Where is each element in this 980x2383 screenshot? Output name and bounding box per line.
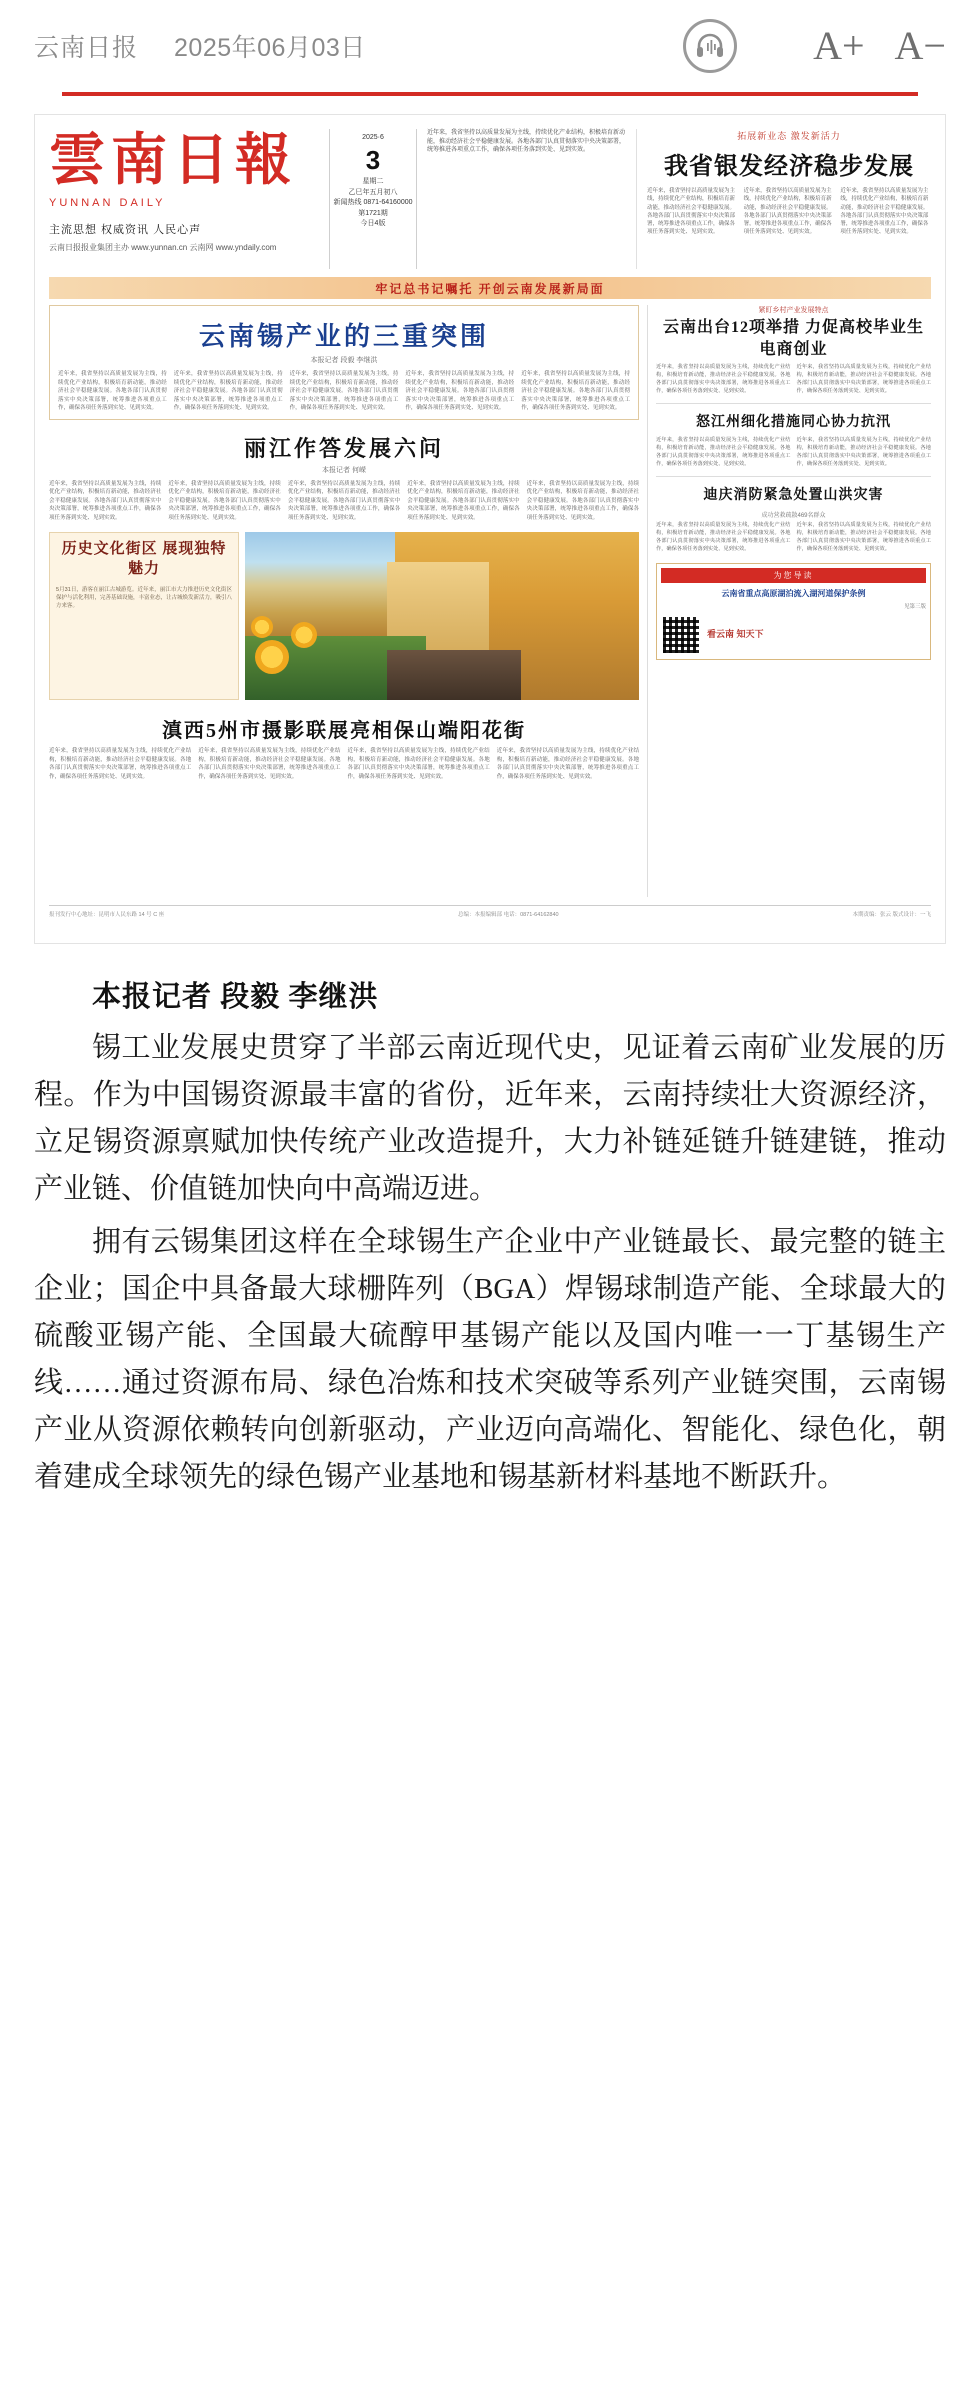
article-body [0,944,980,1547]
photo-crowd [387,650,521,700]
second-story-columns [49,480,639,523]
font-decrease-button[interactable]: A− [894,23,946,68]
second-col-2: 近年来，我省坚持以高质量发展为主线，持续优化产业结构，积极培育新动能，推动经济社会平稳健康发展。各地各部门认真贯彻落实中央决策部署，统筹推进各项重点工作，确保各项任务落到实处、见到实效。 [168,480,281,521]
photo-caption-desc: 5月31日，游客在丽江古城游览。近年来，丽江市大力推进历史文化街区保护与活化利用，完善基础设施，丰富业态，让古城焕发新活力，吸引八方来客。 [56,586,233,610]
footer-mid: 总编：本报编辑部 电话：0871-64162840 [458,912,559,918]
photo-story[interactable] [49,532,639,700]
reading-guide-title: 为您导读 [661,568,926,583]
masthead-logo-en: YUNNAN DAILY [49,197,166,210]
masthead-slogan: 主流思想 权威资讯 人民心声 [49,224,202,237]
right-1-col-2: 近年来，我省坚持以高质量发展为主线，持续优化产业结构，积极培育新动能，推动经济社会平稳健康发展。各地各部门认真贯彻落实中央决策部署，统筹推进各项重点工作，确保各项任务落到实处、见到实效。 [796,364,931,394]
newspaper-right-column [647,305,931,897]
newspaper-left-column [49,305,639,897]
photo-sunflower-3 [251,616,273,638]
right-3-col-2: 近年来，我省坚持以高质量发展为主线，持续优化产业结构，积极培育新动能，推动经济社会平稳健康发展。各地各部门认真贯彻落实中央决策部署，统筹推进各项重点工作，确保各项任务落到实处、见到实效。 [796,522,931,552]
second-col-4: 近年来，我省坚持以高质量发展为主线，持续优化产业结构，积极培育新动能，推动经济社会平稳健康发展。各地各部门认真贯彻落实中央决策部署，统筹推进各项重点工作，确保各项任务落到实处、见到实效。 [407,480,520,521]
paper-name: 云南日报 [34,34,139,62]
bottom-col-4: 近年来，我省坚持以高质量发展为主线，持续优化产业结构，积极培育新动能，推动经济社会平稳健康发展。各地各部门认真贯彻落实中央决策部署，统筹推进各项重点工作，确保各项任务落到实处、见到实效。 [496,748,639,780]
masthead-date-lunar: 乙巳年五月初八 [348,188,398,196]
article-paragraph-1: 锡工业发展史贯穿了半部云南近现代史，见证着云南矿业发展的历程。作为中国锡资源最丰富的省份，近年来，云南持续壮大资源经济，立足锡资源禀赋加快传统产业改造提升，大力补链延链升链建链，推动产业链、价值链加快向中高端迈进。 [34,1032,946,1205]
masthead-site: 云南日报报业集团主办 www.yunnan.cn 云南网 www.yndaily.com [49,243,277,253]
footer-right: 本期责编：张云 版式设计：一飞 [852,912,931,918]
font-increase-button[interactable]: A+ [813,23,865,68]
right-divider-2 [656,476,931,477]
footer-left: 报刊发行中心地址：昆明市人民东路 14 号 C 座 [49,912,165,918]
bottom-col-1: 近年来，我省坚持以高质量发展为主线，持续优化产业结构，积极培育新动能，推动经济社会平稳健康发展。各地各部门认真贯彻落实中央决策部署，统筹推进各项重点工作，确保各项任务落到实处、见到实效。 [49,748,192,780]
newspaper-page-wrap [0,96,980,944]
top-right-headline: 我省银发经济稳步发展 [664,154,914,180]
masthead-date-week: 星期二 [362,178,384,186]
bottom-story-title: 滇西5州市摄影联展亮相保山端阳花街 [162,720,526,743]
second-col-5: 近年来，我省坚持以高质量发展为主线，持续优化产业结构，积极培育新动能，推动经济社会平稳健康发展。各地各部门认真贯彻落实中央决策部署，统筹推进各项重点工作，确保各项任务落到实处、见到实效。 [526,480,640,521]
second-story[interactable] [49,426,639,523]
bottom-col-3: 近年来，我省坚持以高质量发展为主线，持续优化产业结构，积极培育新动能，推动经济社会平稳健康发展。各地各部门认真贯彻落实中央决策部署，统筹推进各项重点工作，确保各项任务落到实处、见到实效。 [347,748,490,780]
masthead-logo [49,129,319,269]
top-right-story[interactable] [637,129,931,269]
photo-caption-title: 历史文化街区 展现独特魅力 [61,541,227,578]
masthead-issue: 第1721期 [358,209,388,217]
top-right-col-2: 近年来，我省坚持以高质量发展为主线，持续优化产业结构，积极培育新动能，推动经济社会平稳健康发展。各地各部门认真贯彻落实中央决策部署，统筹推进各项重点工作，确保各项任务落到实处、见到实效。 [743,188,832,236]
newspaper-page-image[interactable] [34,114,946,944]
reading-guide-box[interactable] [656,563,931,660]
lead-story[interactable] [49,305,639,420]
photo-sunflower-2 [291,622,317,648]
red-banner [49,277,931,299]
right-divider-1 [656,403,931,404]
lead-col-1: 近年来，我省坚持以高质量发展为主线，持续优化产业结构，积极培育新动能，推动经济社会平稳健康发展。各地各部门认真贯彻落实中央决策部署，统筹推进各项重点工作，确保各项任务落到实处、见到实效。 [58,371,167,412]
masthead-right [427,129,931,269]
right-2-col-2: 近年来，我省坚持以高质量发展为主线，持续优化产业结构，积极培育新动能，推动经济社会平稳健康发展。各地各部门认真贯彻落实中央决策部署，统筹推进各项重点工作，确保各项任务落到实处、见到实效。 [796,437,931,467]
top-right-columns [647,187,931,237]
lead-col-3: 近年来，我省坚持以高质量发展为主线，持续优化产业结构，积极培育新动能，推动经济社会平稳健康发展。各地各部门认真贯彻落实中央决策部署，统筹推进各项重点工作，确保各项任务落到实处、见到实效。 [289,371,399,412]
right-story-3-headline: 迪庆消防紧急处置山洪灾害 [703,488,884,504]
masthead-date-day: 3 [365,144,381,175]
masthead-hotline: 新闻热线 0871-64160000 [333,199,413,207]
lead-col-5: 近年来，我省坚持以高质量发展为主线，持续优化产业结构，积极培育新动能，推动经济社会平稳健康发展。各地各部门认真贯彻落实中央决策部署，统筹推进各项重点工作，确保各项任务落到实处、见到实效。 [521,371,630,412]
top-right-col-1: 近年来，我省坚持以高质量发展为主线，持续优化产业结构，积极培育新动能，推动经济社会平稳健康发展。各地各部门认真贯彻落实中央决策部署，统筹推进各项重点工作，确保各项任务落到实处、见到实效。 [647,188,736,236]
right-story-1-headline: 云南出台12项举措 力促高校毕业生电商创业 [662,319,924,358]
right-story-2-columns [656,437,931,468]
photo-sunflower-1 [255,640,289,674]
right-story-3-sub: 成功营救疏散469名群众 [761,513,826,520]
right-story-2-headline: 怒江州细化措施同心协力抗汛 [696,415,891,431]
bottom-col-2: 近年来，我省坚持以高质量发展为主线，持续优化产业结构，积极培育新动能，推动经济社会平稳健康发展。各地各部门认真贯彻落实中央决策部署，统筹推进各项重点工作，确保各项任务落到实处、见到实效。 [198,748,341,780]
lead-story-title: 云南锡产业的三重突围 [198,322,489,351]
masthead-date-year: 2025·6 [362,134,384,141]
right-3-col-1: 近年来，我省坚持以高质量发展为主线，持续优化产业结构，积极培育新动能，推动经济社会平稳健康发展。各地各部门认真贯彻落实中央决策部署，统筹推进各项重点工作，确保各项任务落到实处、见到实效。 [656,522,791,552]
bottom-story[interactable] [49,706,639,781]
article-paragraph-2: 拥有云锡集团这样在全球锡生产企业中产业链最长、最完整的链主企业；国企中具备最大球栅阵列（BGA）焊锡球制造产能、全球最大的硫酸亚锡产能、全国最大硫醇甲基锡产能以及国内唯一一丁基锡生产线……通过资源布局、绿色冶炼和技术突破等系列产业链突围，云南锡产业从资源依赖转向创新驱动，产业迈向高端化、智能化、绿色化，朝着建成全球领先的绿色锡产业基地和锡基新材料基地不断跃升。 [34,1225,946,1493]
right-story-3[interactable] [656,485,931,553]
second-story-byline: 本报记者 何嵘 [322,466,366,474]
lead-story-columns [58,370,630,413]
second-story-title: 丽江作答发展六问 [243,435,444,461]
lead-col-2: 近年来，我省坚持以高质量发展为主线，持续优化产业结构，积极培育新动能，推动经济社会平稳健康发展。各地各部门认真贯彻落实中央决策部署，统筹推进各项重点工作，确保各项任务落到实处、见到实效。 [173,371,283,412]
second-col-3: 近年来，我省坚持以高质量发展为主线，持续优化产业结构，积极培育新动能，推动经济社会平稳健康发展。各地各部门认真贯彻落实中央决策部署，统筹推进各项重点工作，确保各项任务落到实处、见到实效。 [287,480,401,521]
article-byline: 本报记者 段毅 李继洪 [92,981,379,1013]
second-col-1: 近年来，我省坚持以高质量发展为主线，持续优化产业结构，积极培育新动能，推动经济社会平稳健康发展。各地各部门认真贯彻落实中央决策部署，统筹推进各项重点工作，确保各项任务落到实处、见到实效。 [49,480,162,521]
right-story-2[interactable] [656,412,931,468]
app-topbar [0,0,980,92]
reading-guide-sub: 见第三版 [903,603,926,610]
qr-label: 看云南 知天下 [707,628,764,639]
masthead-logo-cn: 雲南日報 [49,130,297,192]
right-story-1-kicker: 紧盯乡村产业发展特点 [758,307,829,314]
masthead-pages: 今日4版 [360,220,386,228]
red-banner-text: 牢记总书记嘱托 开创云南发展新局面 [375,281,605,296]
street-photo [245,532,639,700]
right-story-1-columns [656,364,931,395]
newspaper-body [35,305,945,905]
headphones-icon[interactable] [683,19,737,73]
right-story-3-columns [656,522,931,553]
photo-caption-box [49,532,239,700]
right-story-1[interactable] [656,305,931,395]
qr-row [661,615,926,655]
masthead-datebox [329,129,417,269]
newspaper-footer [49,905,931,918]
publication-date: 2025年06月03日 [174,34,366,62]
reading-guide-line: 云南省重点高原湖泊流入湖河道保护条例 [721,588,866,598]
top-right-col-3: 近年来，我省坚持以高质量发展为主线，持续优化产业结构，积极培育新动能，推动经济社会平稳健康发展。各地各部门认真贯彻落实中央决策部署，统筹推进各项重点工作，确保各项任务落到实处、见到实效。 [840,188,929,236]
masthead-side-news: 近年来，我省坚持以高质量发展为主线，持续优化产业结构，积极培育新动能，推动经济社会平稳健康发展。各地各部门认真贯彻落实中央决策部署，统筹推进各项重点工作，确保各项任务落到实处、见到实效。 [427,129,637,269]
qr-code-icon[interactable] [661,615,701,655]
bottom-story-columns [49,747,639,781]
lead-col-4: 近年来，我省坚持以高质量发展为主线，持续优化产业结构，积极培育新动能，推动经济社会平稳健康发展。各地各部门认真贯彻落实中央决策部署，统筹推进各项重点工作，确保各项任务落到实处、见到实效。 [405,371,515,412]
top-right-kicker: 拓展新业态 激发新活力 [737,131,841,141]
right-1-col-1: 近年来，我省坚持以高质量发展为主线，持续优化产业结构，积极培育新动能，推动经济社会平稳健康发展。各地各部门认真贯彻落实中央决策部署，统筹推进各项重点工作，确保各项任务落到实处、见到实效。 [656,364,791,394]
lead-story-byline: 本报记者 段毅 李继洪 [310,357,378,364]
newspaper-masthead [35,115,945,275]
right-2-col-1: 近年来，我省坚持以高质量发展为主线，持续优化产业结构，积极培育新动能，推动经济社会平稳健康发展。各地各部门认真贯彻落实中央决策部署，统筹推进各项重点工作，确保各项任务落到实处、见到实效。 [656,437,791,467]
